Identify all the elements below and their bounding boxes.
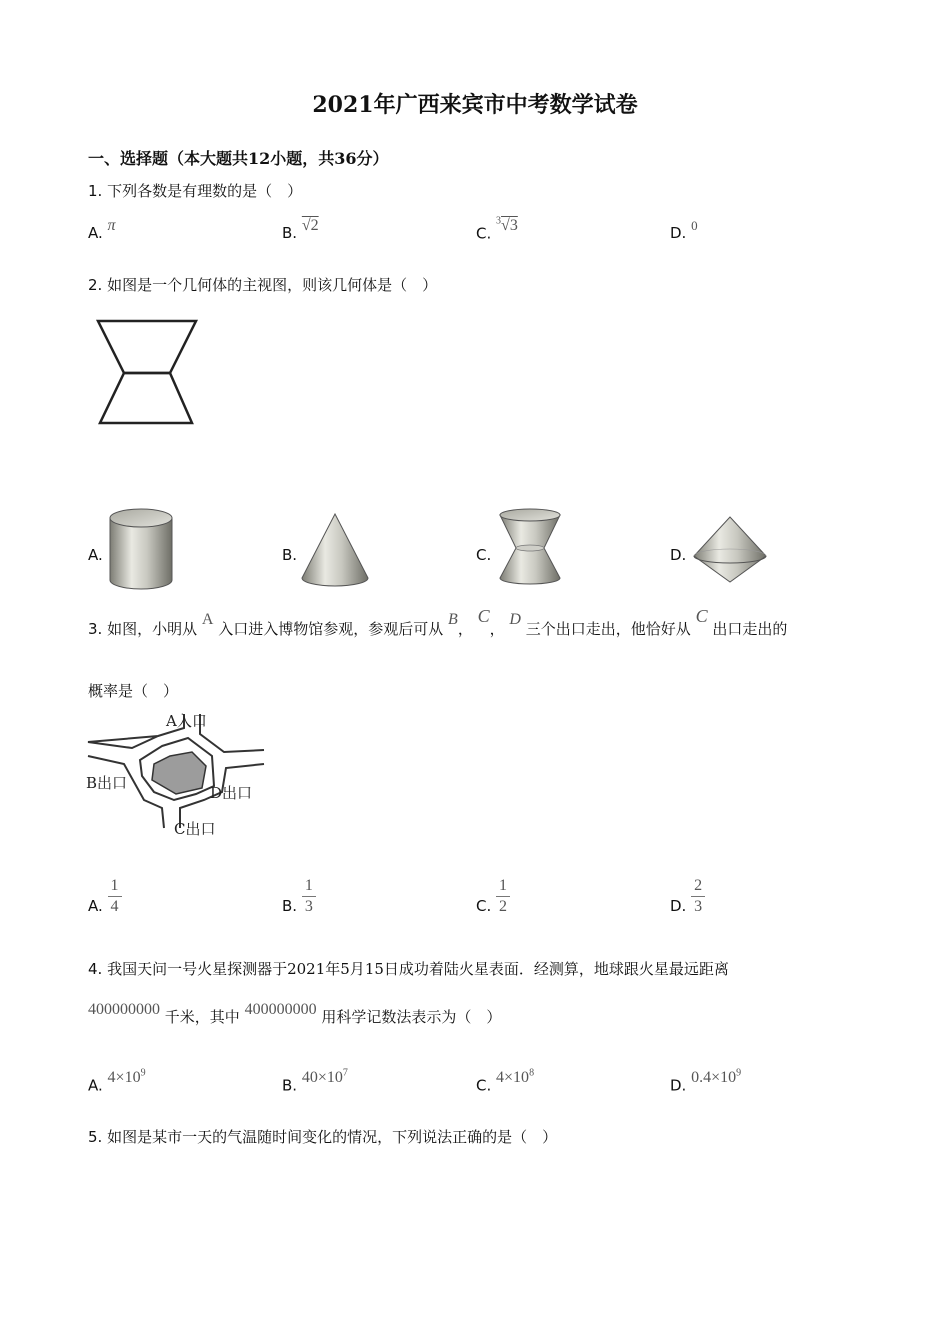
option-letter: D. (670, 1076, 687, 1095)
q3-option-d[interactable] (670, 876, 705, 917)
cone-icon (298, 510, 372, 590)
option-value: 0 (691, 218, 698, 233)
exponent: 9 (140, 1068, 146, 1079)
question-number: 1. (88, 182, 103, 200)
museum-map (84, 708, 268, 842)
question-text: 出口走出的 (712, 620, 788, 638)
question-text: 用科学记数法表示为（ ） (321, 1008, 502, 1026)
question-number: 3. (88, 620, 103, 638)
question-1 (88, 180, 302, 201)
option-value: 4×10 (107, 1069, 141, 1087)
variable-c: C (695, 606, 708, 626)
q3-option-b[interactable] (282, 876, 316, 917)
question-text: 如图是一个几何体的主视图，则该几何体是（ ） (107, 276, 438, 294)
variable-d: D (509, 611, 521, 628)
q2-option-d[interactable] (670, 546, 686, 564)
option-letter: B. (282, 1076, 298, 1095)
q2-option-a[interactable] (88, 546, 103, 564)
option-letter: D. (670, 896, 687, 915)
hourglass-solid-icon (494, 506, 566, 588)
option-letter: D. (670, 224, 687, 242)
option-letter: B. (282, 546, 298, 564)
question-2 (88, 274, 437, 295)
fraction-denominator: 4 (110, 898, 119, 915)
exit-d-label: D出口 (210, 784, 253, 802)
question-text: 三个出口走出，他恰好从 (525, 620, 691, 638)
option-letter: C. (476, 896, 492, 915)
option-value: π (107, 217, 116, 234)
option-letter: C. (476, 1076, 492, 1095)
fraction-denominator: 3 (694, 898, 703, 915)
q3-option-a[interactable] (88, 876, 122, 917)
entrance-a-label: A入口 (166, 712, 207, 730)
exponent: 9 (736, 1068, 742, 1079)
fraction-numerator: 1 (108, 876, 122, 897)
option-letter: A. (88, 1076, 103, 1095)
double-cone-icon (690, 514, 770, 586)
cylinder-icon (106, 506, 176, 592)
option-value: 40×10 (301, 1069, 343, 1087)
fraction-denominator: 2 (499, 898, 508, 915)
variable-c: C (477, 606, 490, 626)
question-3 (88, 606, 878, 639)
option-value: 0.4×10 (691, 1069, 737, 1087)
option-letter: B. (282, 224, 298, 242)
question-text: 入口进入博物馆参观，参观后可从 (218, 620, 444, 638)
question-number: 2. (88, 276, 103, 294)
question-text: 千米，其中 (164, 1008, 240, 1026)
q4-option-c[interactable] (476, 1068, 535, 1095)
q4-option-d[interactable] (670, 1068, 742, 1095)
option-letter: D. (670, 546, 687, 564)
option-letter: C. (476, 224, 492, 243)
fraction-denominator: 3 (304, 898, 313, 915)
question-text: 如图是某市一天的气温随时间变化的情况，下列说法正确的是（ ） (107, 1128, 558, 1146)
fraction-numerator: 1 (302, 876, 316, 897)
q4-option-b[interactable] (282, 1068, 348, 1095)
variable-a: A (201, 611, 214, 628)
exit-c-label: C出口 (174, 820, 216, 838)
root-index: 3 (496, 216, 502, 227)
option-letter: A. (88, 224, 103, 242)
fraction-numerator: 2 (691, 876, 705, 897)
question-text: 如图，小明从 (107, 620, 198, 638)
q4-option-a[interactable] (88, 1068, 146, 1095)
question-3-line2: 概率是（ ） (88, 682, 179, 700)
distance-value: 400000000 (88, 1001, 160, 1018)
option-letter: B. (282, 896, 298, 915)
separator: ， (457, 620, 473, 638)
option-letter: A. (88, 896, 103, 915)
question-number: 4. (88, 960, 103, 978)
question-4 (88, 958, 729, 979)
question-number: 5. (88, 1128, 103, 1146)
option-value: √2 (301, 217, 319, 234)
q2-option-c[interactable] (476, 546, 491, 564)
q3-option-c[interactable] (476, 876, 510, 917)
front-view-figure (94, 316, 200, 428)
q1-option-a[interactable] (88, 217, 116, 243)
question-text: 下列各数是有理数的是（ ） (107, 182, 303, 200)
question-4-line2 (88, 1001, 502, 1027)
separator: ， (489, 620, 505, 638)
option-value: √3 (501, 217, 518, 235)
q1-option-b[interactable] (282, 217, 319, 243)
exponent: 8 (529, 1068, 535, 1079)
option-letter: A. (88, 546, 103, 564)
option-letter: C. (476, 546, 492, 564)
variable-b: B (448, 611, 458, 628)
exit-b-label: B出口 (86, 774, 128, 792)
section-heading: 一、选择题（本大题共12小题，共36分） (88, 149, 389, 168)
q2-option-b[interactable] (282, 546, 297, 564)
question-text: 我国天问一号火星探测器于2021年5月15日成功着陆火星表面．经测算，地球跟火星最远距离 (107, 960, 729, 978)
exponent: 7 (342, 1068, 348, 1079)
distance-value: 400000000 (244, 1001, 317, 1018)
option-value: 4×10 (496, 1069, 530, 1087)
q1-option-c[interactable] (476, 216, 518, 243)
q1-option-d[interactable] (670, 218, 698, 242)
question-5 (88, 1126, 557, 1147)
page-title: 2021年广西来宾市中考数学试卷 (312, 92, 638, 118)
fraction-numerator: 1 (496, 876, 510, 897)
